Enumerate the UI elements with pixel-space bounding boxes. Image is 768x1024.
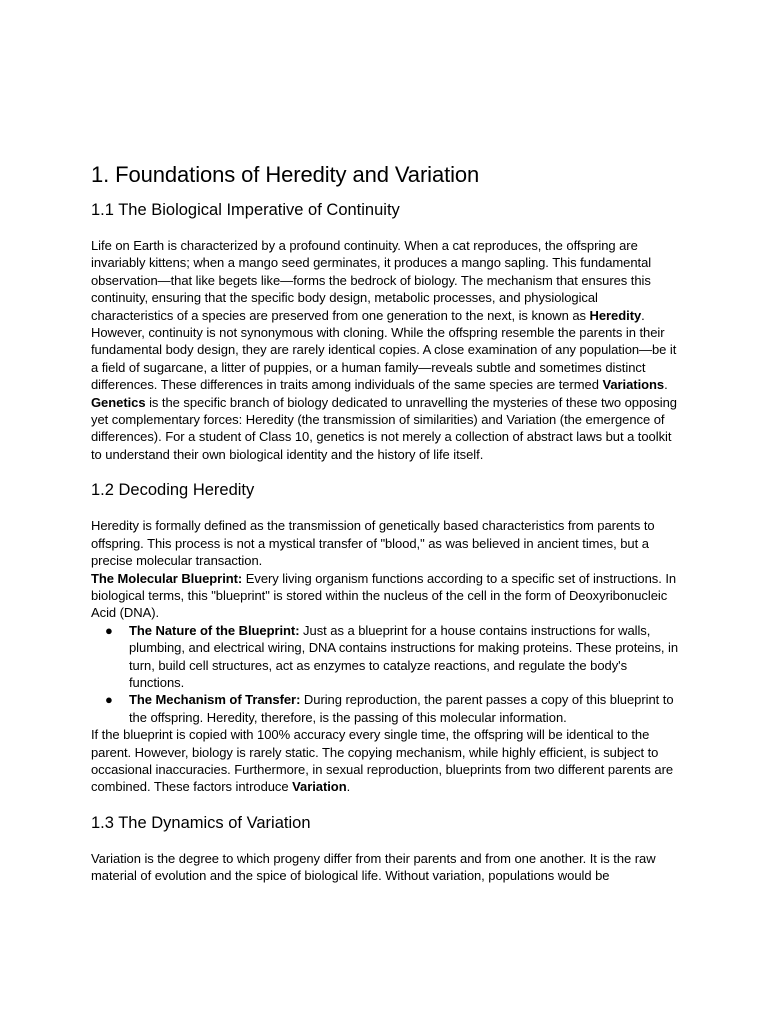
bold-term: Variations bbox=[602, 377, 665, 393]
section-1-2 bbox=[91, 477, 683, 796]
paragraph: Variation is the degree to which progeny differ from their parents and from one another. It is the raw material of evolution and the spice of biological life. Without variation, populations would be bbox=[91, 850, 656, 884]
paragraph-text: However, continuity is not synonymous with cloning. While the offspring resemble the parents in their fundamental body design, they are rarely identical copies. A close examination of any population—be it a field of sugarcane, a litter of puppies, or a human family—reveals subtle and sometimes distinct differences. These differences in traits among individuals of the same species are termed bbox=[91, 325, 677, 393]
section-heading: 1.3 The Dynamics of Variation bbox=[91, 813, 311, 832]
bullet-list bbox=[91, 622, 683, 726]
paragraph-text: Every living organism functions according to a specific set of instructions. In biological terms, this "blueprint" is stored within the nucleus of the cell in the form of Deoxyribonucleic Acid (DNA). bbox=[91, 570, 677, 621]
list-item-text: Just as a blueprint for a house contains instructions for walls, plumbing, and electrical wiring, DNA contains instructions for making proteins. These proteins, in turn, build cell structures, act as enzymes to catalyze reactions, and regulate the body's functions. bbox=[129, 622, 679, 690]
paragraph bbox=[91, 237, 683, 324]
paragraph: Heredity is formally defined as the transmission of genetically based characteristics from parents to offspring. This process is not a mystical transfer of "blood," as was believed in ancient times, but a precise molecular transaction. bbox=[91, 518, 655, 569]
paragraph bbox=[91, 394, 683, 464]
section-heading: 1.1 The Biological Imperative of Continuity bbox=[91, 201, 400, 219]
bold-term: The Molecular Blueprint: bbox=[91, 570, 243, 586]
section-heading: 1.2 Decoding Heredity bbox=[91, 481, 255, 500]
chapter-title: 1. Foundations of Heredity and Variation bbox=[91, 162, 480, 187]
paragraph-text: If the blueprint is copied with 100% accuracy every single time, the offspring will be identical to the parent. However, biology is rarely static. The copying mechanism, while highly efficient, is subject to occasional inaccuracies. Furthermore, in sexual reproduction, blueprints from two different parents are combined. These factors introduce bbox=[91, 727, 674, 795]
bold-term: Variation bbox=[292, 779, 347, 795]
bold-term: The Nature of the Blueprint: bbox=[129, 622, 300, 638]
list-item-text: During reproduction, the parent passes a copy of this blueprint to the offspring. Heredity, therefore, is the passing of this molecular information. bbox=[129, 692, 674, 725]
paragraph-text: . bbox=[641, 307, 645, 323]
bullet-icon: ● bbox=[105, 622, 113, 638]
paragraph bbox=[91, 570, 683, 622]
bold-term: Genetics bbox=[91, 394, 146, 410]
section-1-1 bbox=[91, 197, 683, 463]
section-1-3 bbox=[91, 810, 683, 885]
paragraph-text: . bbox=[346, 779, 351, 795]
document-page bbox=[91, 158, 683, 885]
paragraph-text: is the specific branch of biology dedicated to unravelling the mysteries of these two opposing yet complementary forces: Heredity (the transmission of similarities) and Variation (the emergence of differences). For a student of Class 10, genetics is not merely a collection of abstract laws but a toolkit to understand their own biological identity and the history of life itself. bbox=[91, 394, 677, 462]
bullet-icon: ● bbox=[105, 692, 113, 708]
paragraph bbox=[91, 324, 683, 394]
list-item bbox=[91, 691, 683, 726]
list-item bbox=[91, 622, 683, 692]
paragraph-text: Life on Earth is characterized by a profound continuity. When a cat reproduces, the offspring are invariably kittens; when a mango seed germinates, it produces a mango sapling. This fundamental observation—that like begets like—forms the bedrock of biology. The mechanism that ensures this continuity, ensuring that the specific body design, metabolic processes, and physiological characteristics of a species are preserved from one generation to the next, is known as bbox=[91, 238, 652, 323]
bold-term: The Mechanism of Transfer: bbox=[129, 692, 301, 708]
bold-term: Heredity bbox=[589, 307, 642, 323]
paragraph-text: . bbox=[664, 377, 668, 393]
paragraph bbox=[91, 726, 683, 796]
